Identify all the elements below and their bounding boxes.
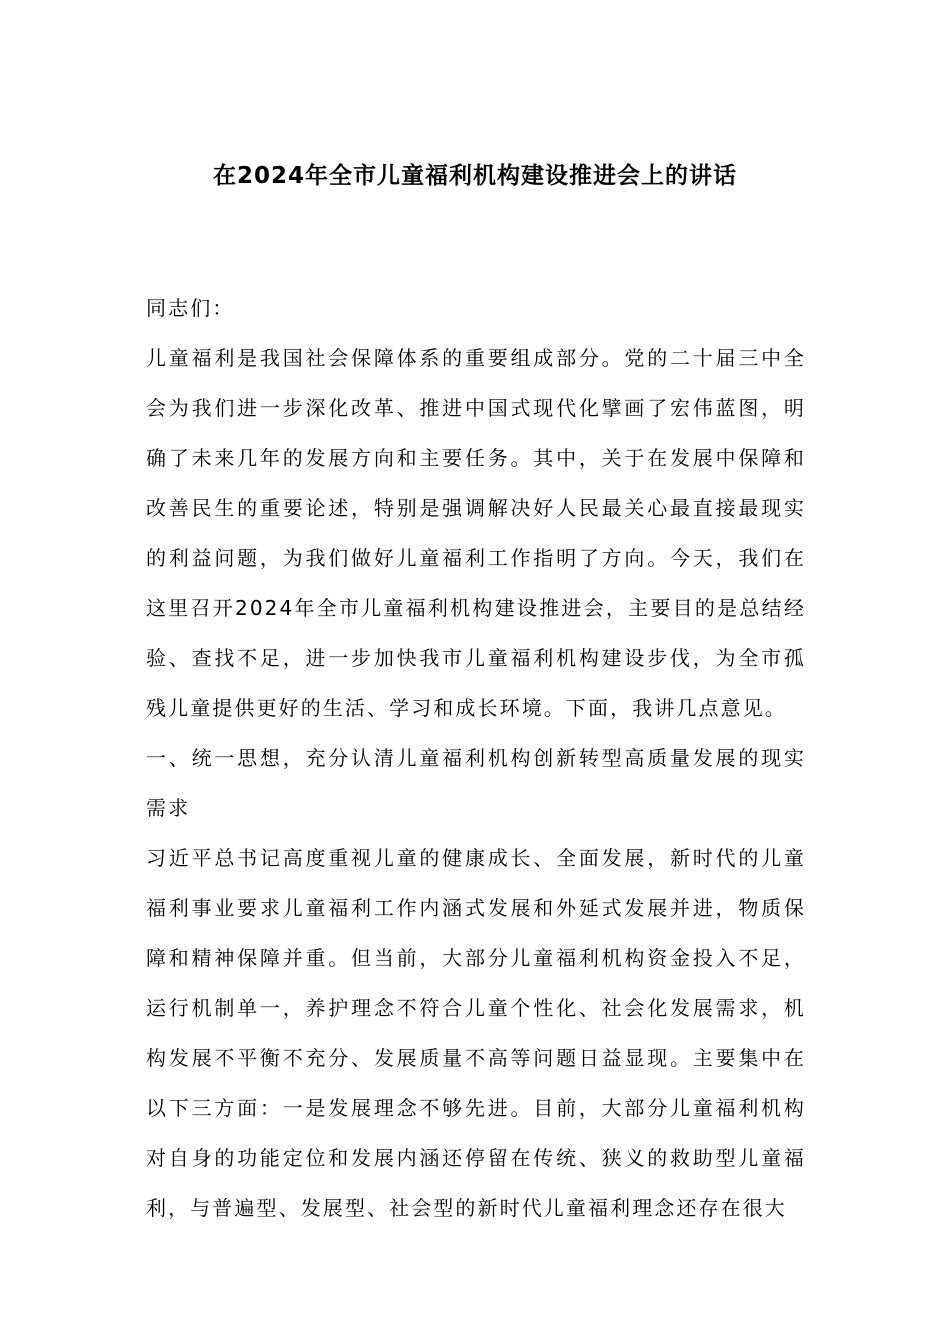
section-heading-1: 一、统一思想，充分认清儿童福利机构创新转型高质量发展的现实需求: [146, 746, 806, 820]
document-title: 在2024年全市儿童福利机构建设推进会上的讲话: [212, 163, 737, 189]
salutation: 同志们：: [146, 296, 235, 320]
paragraph-intro: 儿童福利是我国社会保障体系的重要组成部分。党的二十届三中全会为我们进一步深化改革、推进中国式现代化擘画了宏伟蓝图，明确了未来几年的发展方向和主要任务。其中，关于在发展中保障和改善民生的重要论述，特别是强调解决好人民最关心最直接最现实的利益问题，为我们做好儿童福利工作指明了方向。今天，我们在这里召开2024年全市儿童福利机构建设推进会，主要目的是总结经验、查找不足，进一步加快我市儿童福利机构建设步伐，为全市孤残儿童提供更好的生活、学习和成长环境。下面，我讲几点意见。: [146, 346, 806, 720]
paragraph-section-1: 习近平总书记高度重视儿童的健康成长、全面发展，新时代的儿童福利事业要求儿童福利工作内涵式发展和外延式发展并进，物质保障和精神保障并重。但当前，大部分儿童福利机构资金投入不足，运行机制单一，养护理念不符合儿童个性化、社会化发展需求，机构发展不平衡不充分、发展质量不高等问题日益显现。主要集中在以下三方面：一是发展理念不够先进。目前，大部分儿童福利机构对自身的功能定位和发展内涵还停留在传统、狭义的救助型儿童福利，与普遍型、发展型、社会型的新时代儿童福利理念还存在很大: [146, 846, 806, 1220]
document-body: [146, 283, 806, 1233]
